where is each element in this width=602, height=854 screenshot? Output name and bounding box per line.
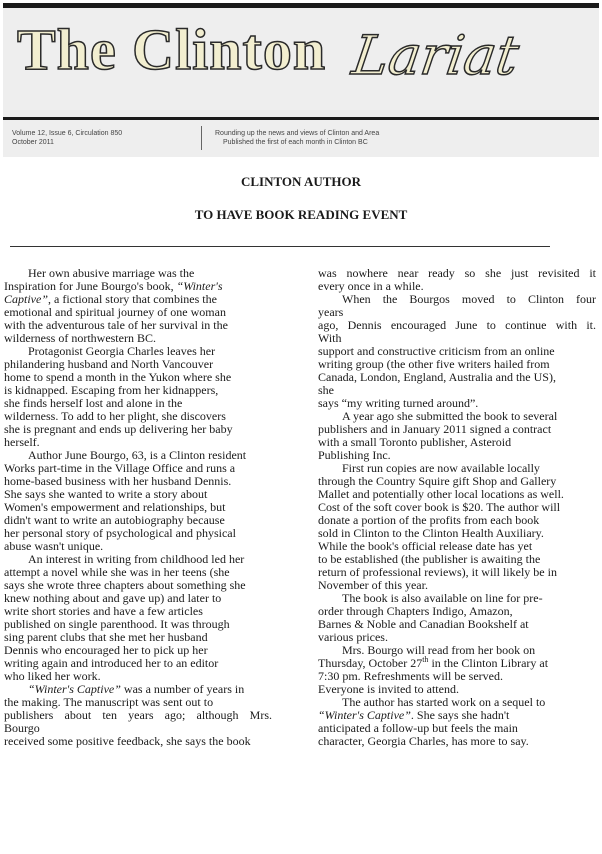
text-line: First run copies are now available locally: [342, 461, 540, 475]
text-line: The author has started work on a sequel to: [342, 695, 546, 709]
text-run: in the Clinton Library at: [428, 656, 549, 670]
paragraph: [318, 293, 596, 410]
text-line: publishers and in January 2011 signed a contract: [318, 422, 552, 436]
text-line: writing again and introduced her to an editor: [4, 656, 219, 670]
book-title: “Winter's: [176, 279, 223, 293]
text-line: order through Chapters Indigo, Amazon,: [318, 604, 513, 618]
masthead-title: The Clinton: [17, 17, 327, 82]
text-line: with the adventurous tale of her survival in the: [4, 318, 228, 332]
text-line: anticipated a follow-up but feels the main: [318, 721, 518, 735]
text-line: Dennis who encouraged her to pick up her: [4, 643, 208, 657]
text-line: Her own abusive marriage was the: [28, 266, 195, 280]
text-line: A year ago she submitted the book to several: [342, 409, 558, 423]
text-line: she: [318, 383, 334, 397]
text-line: is kidnapped. Escaping from her kidnappers,: [4, 383, 219, 397]
text-line: 7:30 pm. Refreshments will be served.: [318, 669, 503, 683]
text-line: Women's empowerment and relationships, but: [4, 500, 226, 514]
text-line: published on single parenthood. It was through: [4, 617, 230, 631]
text-line: When the Bourgos moved to Clinton four: [342, 292, 596, 306]
text-line: write short stories and have a few articles: [4, 604, 203, 618]
text-line: Mrs. Bourgo will read from her book on: [342, 643, 536, 657]
text-line: says “my writing turned around”.: [318, 396, 479, 410]
text-line: Protagonist Georgia Charles leaves her: [28, 344, 216, 358]
text-line: Mallet and potentially other local locations as well.: [318, 487, 564, 501]
masthead-script-title: Lariat: [348, 24, 523, 87]
text-run: , a fictional story that combines the: [48, 292, 217, 306]
masthead-bottom-rule: [3, 117, 599, 120]
text-line: wilderness of northwestern BC.: [4, 331, 156, 345]
text-run: . She says she hadn't: [410, 708, 510, 722]
text-line: character, Georgia Charles, has more to say.: [318, 734, 529, 748]
text-line: Everyone is invited to attend.: [318, 682, 459, 696]
article-column-left: [4, 267, 272, 748]
text-run: Inspiration for June Bourgo's book,: [4, 279, 177, 293]
paragraph: [318, 592, 596, 644]
text-line: abuse wasn't unique.: [4, 539, 104, 553]
paragraph: [4, 553, 272, 683]
article-column-right: [318, 267, 596, 748]
text-line: who liked her work.: [4, 669, 101, 683]
text-line: her personal story of psychological and physical: [4, 526, 236, 540]
text-line: The book is also available on line for pre-: [342, 591, 543, 605]
text-line: home to spend a month in the Yukon where she: [4, 370, 232, 384]
text-line: every once in a while.: [318, 279, 424, 293]
ordinal-suffix: th: [422, 655, 429, 664]
article-headline-line-1: CLINTON AUTHOR: [240, 174, 362, 189]
text-line: didn't want to write an autobiography because: [4, 513, 225, 527]
text-line: various prices.: [318, 630, 388, 644]
issue-month: October 2011: [12, 139, 54, 146]
text-run: Thursday, October 27: [318, 656, 423, 670]
paragraph: [318, 410, 596, 462]
text-line: While the book's official release date has yet: [318, 539, 533, 553]
paragraph: [4, 683, 272, 748]
book-title: “Winter's Captive”: [318, 708, 411, 722]
text-line: writing group (the other five writers hailed from: [318, 357, 550, 371]
text-line: November of this year.: [318, 578, 428, 592]
text-line: Canada, London, England, Australia and the US),: [318, 370, 556, 384]
text-line: publishers about ten years ago; although Mrs.: [4, 708, 272, 722]
paragraph: [318, 696, 596, 748]
book-title: Captive”: [4, 292, 48, 306]
text-line: the making. The manuscript was sent out to: [4, 695, 214, 709]
text-line: Bourgo: [4, 721, 40, 735]
masthead-top-rule: [3, 3, 599, 8]
text-line: Barnes & Noble and Canadian Bookshelf at: [318, 617, 529, 631]
text-line: received some positive feedback, she says the book: [4, 734, 251, 748]
text-line: Works part-time in the Village Office and runs a: [4, 461, 236, 475]
masthead-divider: [201, 126, 202, 150]
text-line: sing parent clubs that she met her husband: [4, 630, 208, 644]
text-line: sold in Clinton to the Clinton Health Auxiliary.: [318, 526, 544, 540]
text-line: was nowhere near ready so she just revisited it: [318, 266, 596, 280]
paragraph: [318, 462, 596, 592]
text-line: years: [318, 305, 344, 319]
text-line: philandering husband and North Vancouver: [4, 357, 214, 371]
text-line: says she wrote three chapters about something she: [4, 578, 246, 592]
masthead-banner: [3, 3, 599, 157]
paragraph: [318, 267, 596, 293]
text-line: support and constructive criticism from an online: [318, 344, 555, 358]
masthead-tagline: Rounding up the news and views of Clinton and Area: [215, 130, 380, 137]
headline-divider: [10, 246, 550, 247]
text-line: donate a portion of the profits from each book: [318, 513, 540, 527]
text-run: was a number of years in: [120, 682, 245, 696]
text-line: she is pregnant and ends up delivering her baby: [4, 422, 233, 436]
paragraph: [4, 449, 272, 553]
text-line: home-based business with her husband Dennis.: [4, 474, 232, 488]
issue-info: Volume 12, Issue 6, Circulation 850: [12, 130, 123, 137]
text-line: with a small Toronto publisher, Asteroid: [318, 435, 512, 449]
text-line: herself.: [4, 435, 40, 449]
book-title: “Winter's Captive”: [28, 682, 121, 696]
text-line: through the Country Squire gift Shop and Gallery: [318, 474, 557, 488]
masthead-published-line: Published the first of each month in Clinton BC: [223, 139, 368, 146]
text-line: ago, Dennis encouraged June to continue with it.: [318, 318, 596, 332]
paragraph: [4, 345, 272, 449]
text-line: wilderness. To add to her plight, she discovers: [4, 409, 226, 423]
text-line: Publishing Inc.: [318, 448, 391, 462]
text-line: return of professional reviews), it will likely be in: [318, 565, 557, 579]
text-line: Author June Bourgo, 63, is a Clinton resident: [28, 448, 247, 462]
text-line: attempt a novel while she was in her teens (she: [4, 565, 230, 579]
paragraph: [318, 644, 596, 696]
text-line: to be established (the publisher is awaiting the: [318, 552, 541, 566]
text-line: knew nothing about and gave up) and later to: [4, 591, 222, 605]
text-line: With: [318, 331, 342, 345]
text-line: Cost of the soft cover book is $20. The author will: [318, 500, 561, 514]
text-line: An interest in writing from childhood led her: [28, 552, 245, 566]
text-line: She says she wanted to write a story about: [4, 487, 208, 501]
paragraph: [4, 267, 272, 345]
article-headline-line-2: TO HAVE BOOK READING EVENT: [194, 207, 408, 222]
text-line: emotional and spiritual journey of one woman: [4, 305, 226, 319]
text-line: she finds herself lost and alone in the: [4, 396, 183, 410]
